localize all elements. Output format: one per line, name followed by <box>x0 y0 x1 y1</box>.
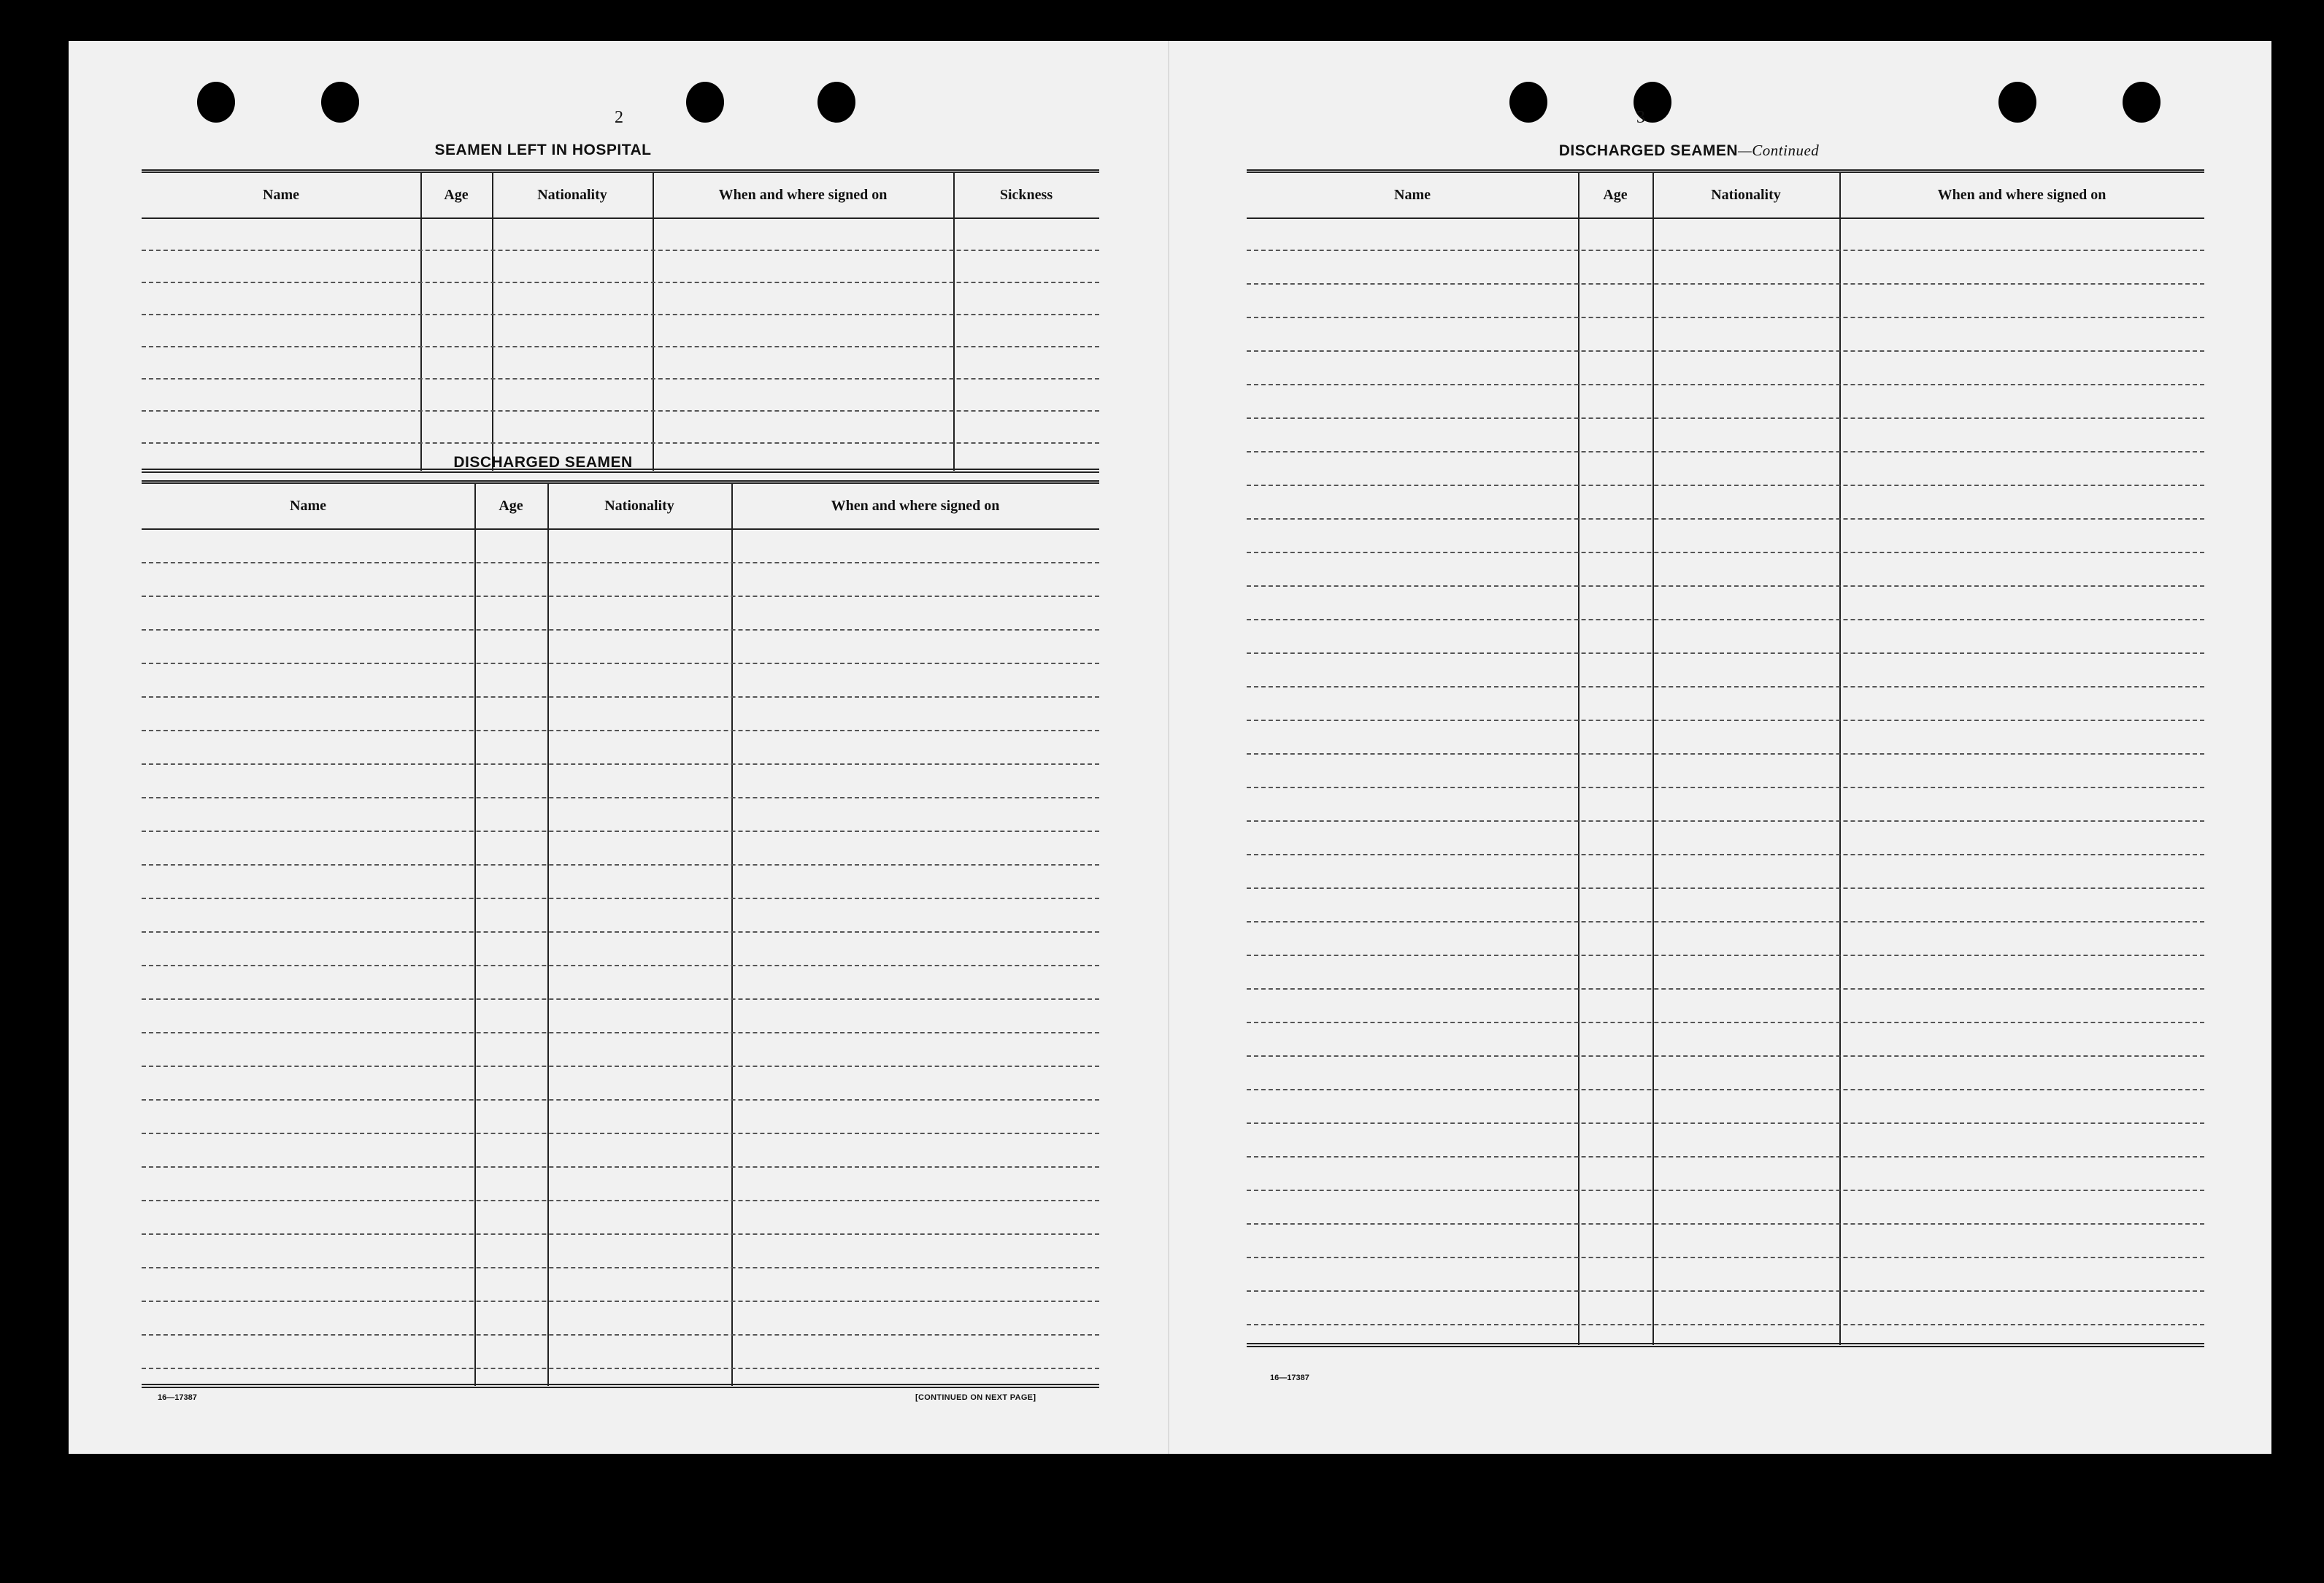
column-header-nationality: Nationality <box>1711 186 1781 203</box>
punch-hole <box>817 82 855 123</box>
column-header-signed-on: When and where signed on <box>1937 186 2106 203</box>
page-number-right: 3 <box>1636 108 1645 127</box>
page-number-left: 2 <box>615 108 623 127</box>
form-number-left: 16—17387 <box>158 1393 197 1402</box>
column-header-sickness: Sickness <box>999 186 1053 203</box>
hospital-table <box>142 169 1099 476</box>
continued-note: [CONTINUED ON NEXT PAGE] <box>915 1393 1036 1402</box>
punch-hole <box>1998 82 2036 123</box>
discharged-continued-label: DISCHARGED SEAMEN <box>1558 142 1739 159</box>
document-sheet <box>69 41 2271 1454</box>
column-header-age: Age <box>1603 186 1628 203</box>
column-header-signed-on: When and where signed on <box>718 186 888 203</box>
discharged-table-right <box>1247 169 2204 1410</box>
column-header-name: Name <box>1394 186 1431 203</box>
column-header-signed-on: When and where signed on <box>831 497 1000 514</box>
page-fold <box>1168 41 1169 1454</box>
discharged-continued-title <box>1528 142 1850 160</box>
column-header-nationality: Nationality <box>537 186 607 203</box>
punch-hole <box>321 82 359 123</box>
column-header-nationality: Nationality <box>604 497 674 514</box>
column-header-age: Age <box>499 497 523 514</box>
punch-hole <box>1509 82 1547 123</box>
column-header-name: Name <box>263 186 299 203</box>
punch-hole <box>197 82 235 123</box>
hospital-section-title: SEAMEN LEFT IN HOSPITAL <box>434 142 652 158</box>
column-header-name: Name <box>290 497 326 514</box>
punch-hole <box>2123 82 2161 123</box>
discharged-section-title: DISCHARGED SEAMEN <box>453 454 633 471</box>
discharged-table-left <box>142 480 1099 1430</box>
continued-suffix: —Continued <box>1738 142 1820 159</box>
form-number-right: 16—17387 <box>1270 1374 1309 1382</box>
column-header-age: Age <box>444 186 469 203</box>
punch-hole <box>686 82 724 123</box>
